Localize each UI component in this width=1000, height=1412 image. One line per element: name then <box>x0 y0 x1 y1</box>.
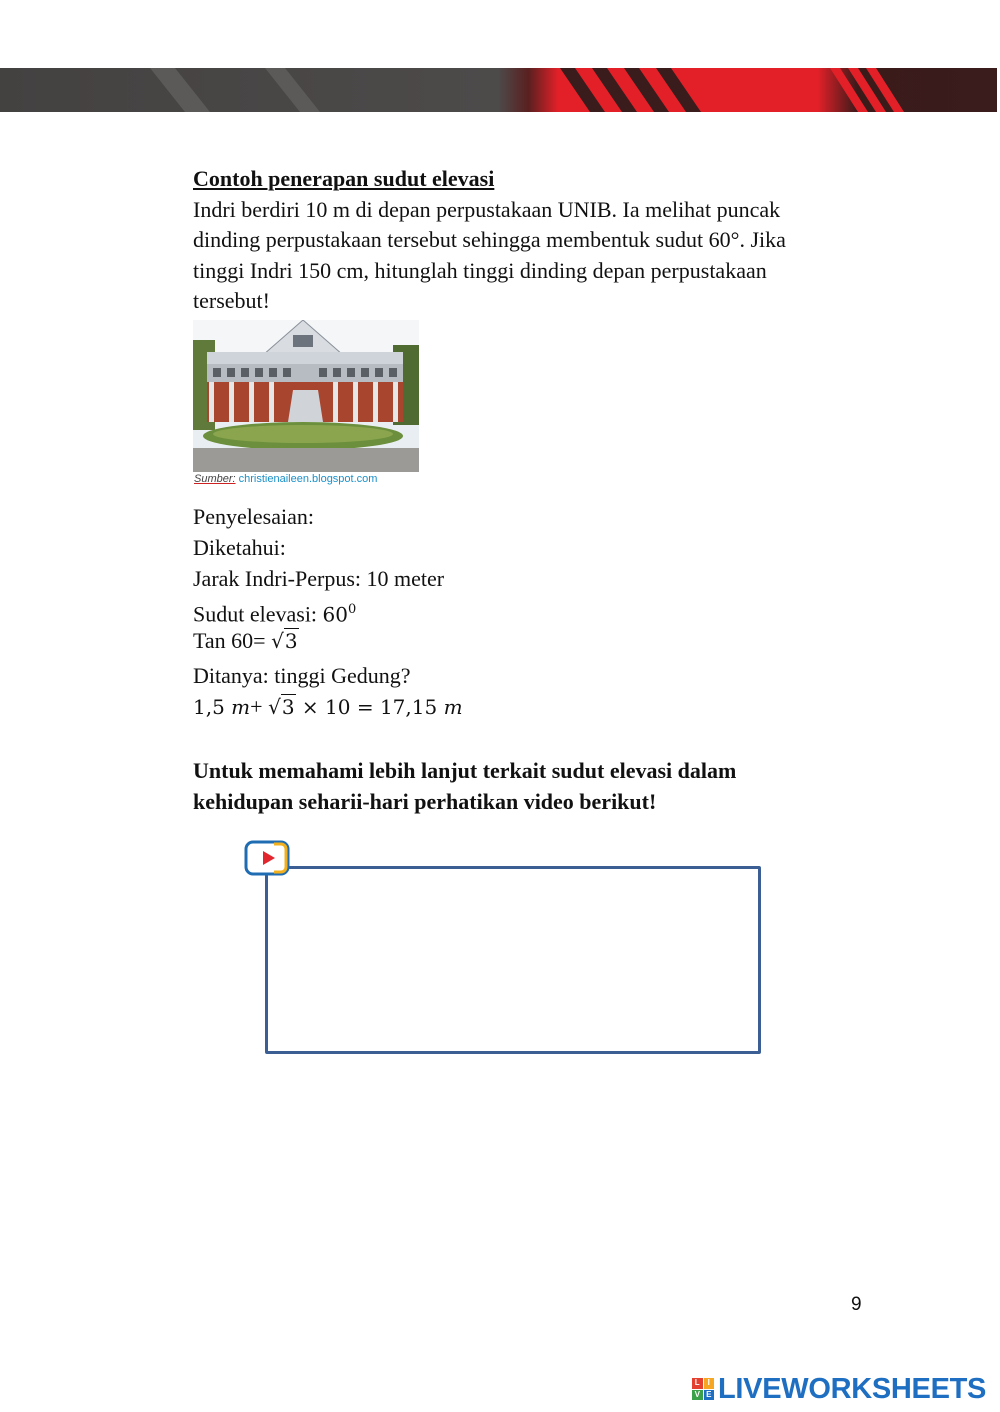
calc-rest: × 10 = 17,15 <box>295 695 444 719</box>
calc-unit-2: m <box>443 695 463 719</box>
video-prompt-line-1: Untuk memahami lebih lanjut terkait sudut elevasi dalam <box>193 758 737 783</box>
brand-name: LIVEWORKSHEETS <box>718 1372 987 1405</box>
caption-source-label: Sumber: <box>194 473 236 485</box>
example-section <box>193 164 853 317</box>
calc-sqrt: √3 <box>268 695 295 719</box>
video-prompt-line-2: kehidupan seharii-hari perhatikan video berikut! <box>193 789 657 814</box>
example-line-4: tersebut! <box>193 288 270 313</box>
solution-section <box>193 502 463 727</box>
tan-line <box>193 626 463 661</box>
calc-plus: + <box>250 694 269 719</box>
tan-radicand: 3 <box>284 629 298 653</box>
video-embed-box[interactable] <box>265 866 761 1054</box>
distance-line: Jarak Indri-Perpus: 10 meter <box>193 566 445 591</box>
logo-letter-i: I <box>704 1378 715 1389</box>
page-number: 9 <box>851 1294 862 1315</box>
library-photo <box>193 320 419 472</box>
calc-radicand: 3 <box>281 695 295 719</box>
caption-source-url: christienaileen.blogspot.com <box>238 473 378 485</box>
logo-letter-l: L <box>692 1378 703 1389</box>
example-heading: Contoh penerapan sudut elevasi <box>193 166 495 191</box>
header-banner <box>0 68 997 112</box>
example-line-1: Indri berdiri 10 m di depan perpustakaan UNIB. Ia melihat puncak <box>193 196 781 222</box>
video-prompt <box>193 755 833 817</box>
tan-label: Tan 60= <box>193 628 272 653</box>
photo-caption <box>194 473 377 485</box>
angle-exponent: 0 <box>348 602 357 617</box>
logo-letter-v: V <box>692 1390 703 1401</box>
logo-letter-e: E <box>704 1390 715 1401</box>
tan-sqrt: √3 <box>271 629 298 653</box>
angle-line <box>193 595 463 626</box>
calculation-line <box>193 692 463 727</box>
calc-unit: m <box>231 695 251 719</box>
solution-title: Penyelesaian: <box>193 504 314 529</box>
angle-label: Sudut elevasi: <box>193 601 323 627</box>
liveworksheets-brand[interactable] <box>692 1372 986 1406</box>
liveworksheets-logo-icon <box>692 1378 714 1400</box>
example-line-3: tinggi Indri 150 cm, hitunglah tinggi dinding depan perpustakaan <box>193 257 767 283</box>
calc-start: 1,5 <box>193 695 232 719</box>
example-line-2: dinding perpustakaan tersebut sehingga membentuk sudut 60°. Jika <box>193 227 786 252</box>
known-label: Diketahui: <box>193 535 286 560</box>
video-play-icon[interactable] <box>244 838 290 878</box>
asked-line: Ditanya: tinggi Gedung? <box>193 663 411 688</box>
angle-value: 60 <box>322 602 348 627</box>
